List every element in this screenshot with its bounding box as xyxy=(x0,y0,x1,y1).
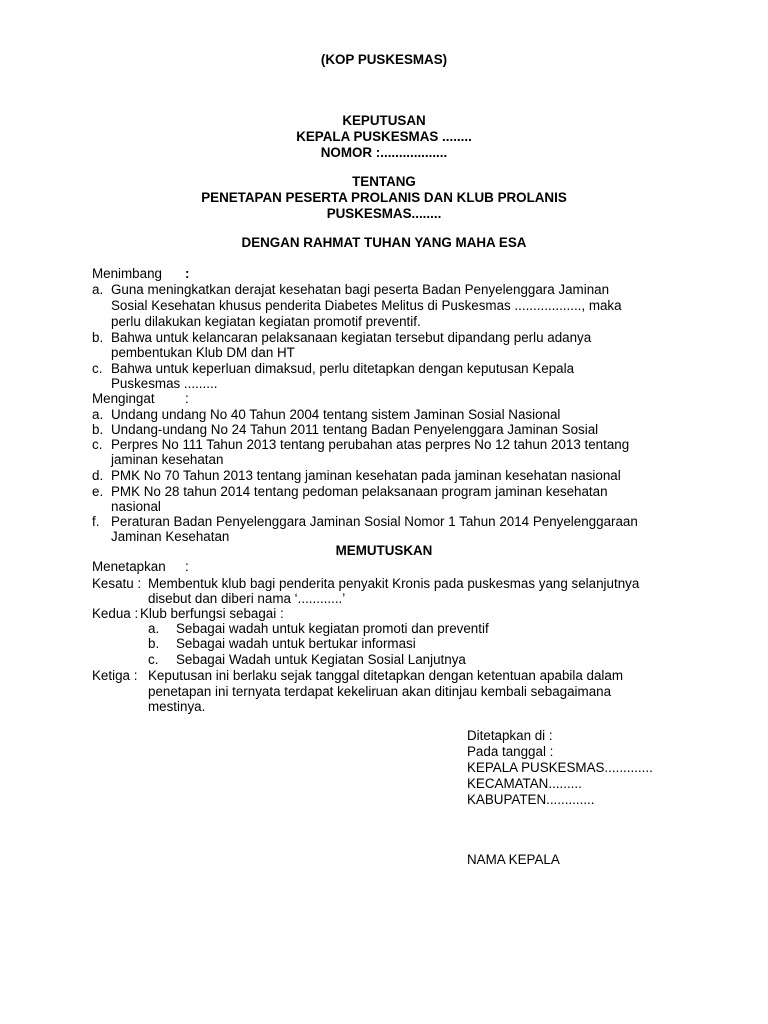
signatory-kabupaten: KABUPATEN............. xyxy=(467,792,595,807)
mengingat-b-line-1: Undang-undang No 24 Tahun 2011 tentang Badan Penyelenggara Jaminan Sosial xyxy=(111,422,599,437)
decree-number: NOMOR :.................. xyxy=(320,145,448,160)
kedua-label: Kedua : xyxy=(92,606,139,621)
memutuskan-heading: MEMUTUSKAN xyxy=(335,543,433,558)
subject-line-1: PENETAPAN PESERTA PROLANIS DAN KLUB PROLANIS xyxy=(201,190,567,205)
menetapkan-label: Menetapkan xyxy=(92,559,166,574)
signatory-name: NAMA KEPALA xyxy=(467,852,560,867)
kedua-marker-b: b. xyxy=(148,636,160,651)
decree-title: KEPUTUSAN xyxy=(342,113,426,128)
kop-heading: (KOP PUSKESMAS) xyxy=(320,52,448,67)
tentang-heading: TENTANG xyxy=(352,174,416,189)
signatory-title: KEPALA PUSKESMAS............. xyxy=(467,760,653,775)
menimbang-marker-b: b. xyxy=(92,330,104,345)
kedua-marker-c: c. xyxy=(148,652,159,667)
menimbang-b-line-1: Bahwa untuk kelancaran pelaksanaan kegiatan tersebut dipandang perlu adanya xyxy=(111,330,592,345)
menimbang-a-line-2: Sosial Kesehatan khusus penderita Diabetes Melitus di Puskesmas .................., maka xyxy=(111,298,622,313)
kedua-item-c: Sebagai Wadah untuk Kegiatan Sosial Lanjutnya xyxy=(176,652,466,667)
menimbang-a-line-3: perlu dilakukan kegiatan kegiatan promotif preventif. xyxy=(111,314,421,329)
mengingat-f-line-1: Peraturan Badan Penyelenggara Jaminan Sosial Nomor 1 Tahun 2014 Penyelenggaraan xyxy=(111,514,638,529)
subject-line-2: PUSKESMAS........ xyxy=(326,206,442,221)
pada-tanggal: Pada tanggal : xyxy=(467,744,554,759)
mengingat-a-line-1: Undang undang No 40 Tahun 2004 tentang sistem Jaminan Sosial Nasional xyxy=(111,407,561,422)
menimbang-c-line-1: Bahwa untuk keperluan dimaksud, perlu ditetapkan dengan keputusan Kepala xyxy=(111,361,575,376)
decree-issuer: KEPALA PUSKESMAS ........ xyxy=(296,129,472,144)
mengingat-d-line-1: PMK No 70 Tahun 2013 tentang jaminan kesehatan pada jaminan kesehatan nasional xyxy=(111,468,621,483)
mengingat-label: Mengingat xyxy=(92,391,155,406)
mengingat-marker-d: d. xyxy=(92,468,104,483)
rahmat-heading: DENGAN RAHMAT TUHAN YANG MAHA ESA xyxy=(241,235,527,250)
mengingat-marker-e: e. xyxy=(92,484,104,499)
menimbang-marker-a: a. xyxy=(92,282,104,297)
menimbang-colon: : xyxy=(185,266,190,281)
kesatu-line-2: disebut dan diberi nama ‘............’ xyxy=(148,591,346,606)
kedua-text: Klub berfungsi sebagai : xyxy=(140,606,284,621)
ketiga-line-2: penetapan ini ternyata terdapat kekeliruan akan ditinjau kembali sebagaimana xyxy=(148,684,612,699)
ketiga-line-3: mestinya. xyxy=(148,699,206,714)
menimbang-label: Menimbang xyxy=(92,266,162,281)
ketiga-line-1: Keputusan ini berlaku sejak tanggal ditetapkan dengan ketentuan apabila dalam xyxy=(148,668,623,683)
kesatu-label: Kesatu : xyxy=(92,576,142,591)
mengingat-marker-a: a. xyxy=(92,407,104,422)
kedua-item-a: Sebagai wadah untuk kegiatan promoti dan preventif xyxy=(176,621,489,636)
mengingat-e-line-2: nasional xyxy=(111,499,161,514)
menimbang-c-line-2: Puskesmas ......... xyxy=(111,376,218,391)
mengingat-c-line-2: jaminan kesehatan xyxy=(111,452,224,467)
ditetapkan-di: Ditetapkan di : xyxy=(467,728,553,743)
menimbang-a-line-1: Guna meningkatkan derajat kesehatan bagi peserta Badan Penyelenggara Jaminan xyxy=(111,282,610,297)
menimbang-marker-c: c. xyxy=(92,361,103,376)
mengingat-f-line-2: Jaminan Kesehatan xyxy=(111,529,230,544)
ketiga-label: Ketiga : xyxy=(92,668,138,683)
mengingat-marker-c: c. xyxy=(92,437,103,452)
mengingat-e-line-1: PMK No 28 tahun 2014 tentang pedoman pelaksanaan program jaminan kesehatan xyxy=(111,484,608,499)
mengingat-colon: : xyxy=(185,391,189,406)
mengingat-c-line-1: Perpres No 111 Tahun 2013 tentang perubahan atas perpres No 12 tahun 2013 tentang xyxy=(111,437,630,452)
mengingat-marker-b: b. xyxy=(92,422,104,437)
kedua-item-b: Sebagai wadah untuk bertukar informasi xyxy=(176,636,416,651)
kedua-marker-a: a. xyxy=(148,621,160,636)
signatory-kecamatan: KECAMATAN......... xyxy=(467,776,582,791)
menimbang-b-line-2: pembentukan Klub DM dan HT xyxy=(111,345,295,360)
menetapkan-colon: : xyxy=(185,559,189,574)
kesatu-line-1: Membentuk klub bagi penderita penyakit Kronis pada puskesmas yang selanjutnya xyxy=(148,576,640,591)
mengingat-marker-f: f. xyxy=(92,514,100,529)
